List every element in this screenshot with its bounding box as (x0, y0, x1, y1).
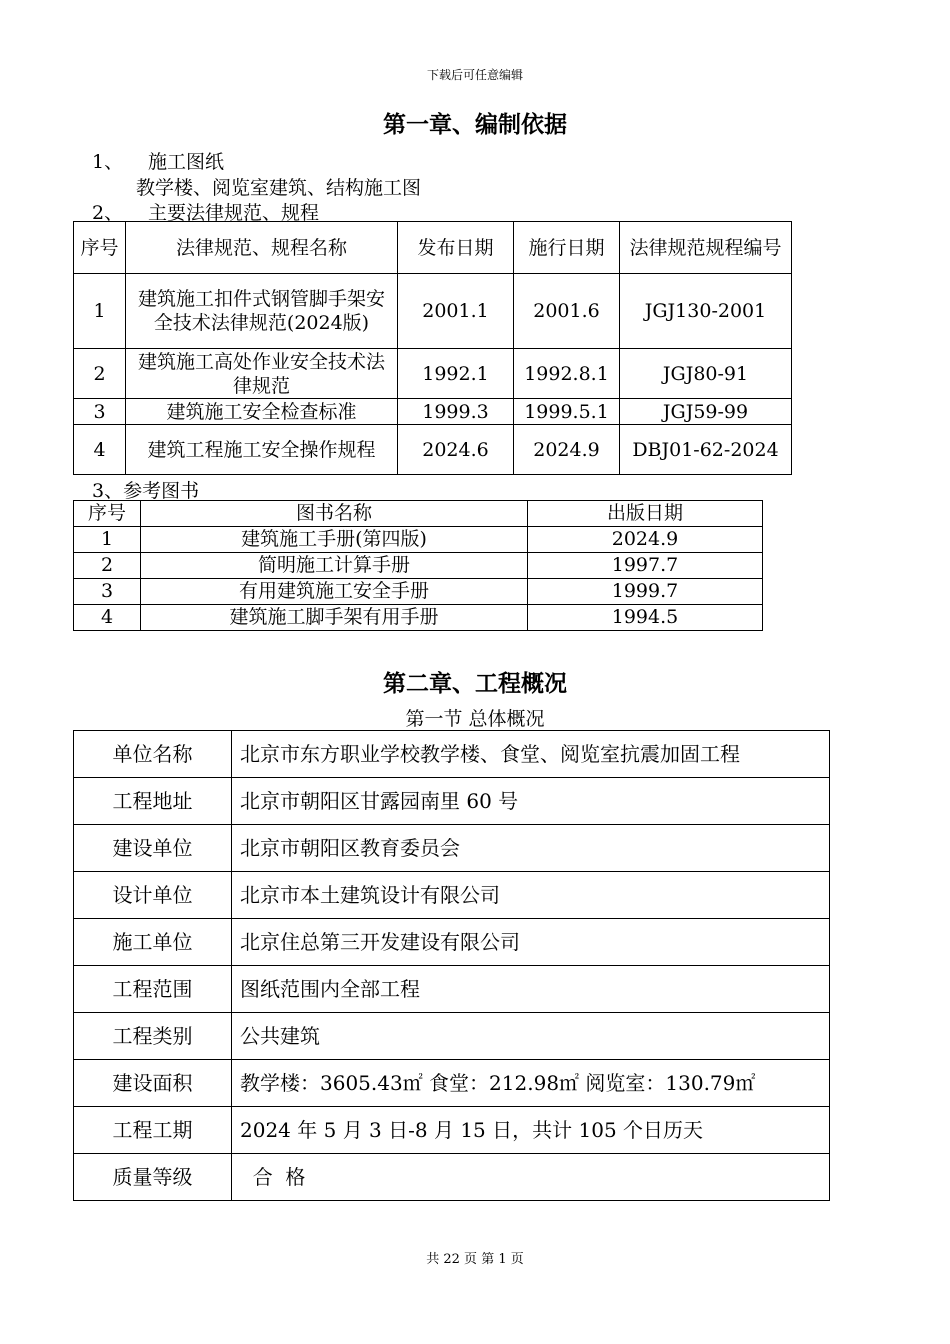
table-row (74, 778, 830, 825)
overview-value: 合 格 (232, 1154, 830, 1201)
item1-title: 施工图纸 (148, 151, 225, 173)
item2-number: 2、 (92, 202, 124, 224)
laws-cell: 2001.1 (398, 274, 514, 349)
chapter1-title: 第一章、编制依据 (383, 111, 567, 138)
table-row (74, 349, 792, 399)
laws-cell: JGJ130-2001 (620, 274, 792, 349)
table-row (74, 425, 792, 475)
overview-label: 质量等级 (74, 1154, 232, 1201)
laws-header-cell: 法律规范、规程名称 (126, 222, 398, 274)
laws-cell: JGJ80-91 (620, 349, 792, 399)
laws-cell: 建筑工程施工安全操作规程 (126, 425, 398, 475)
overview-value: 图纸范围内全部工程 (232, 966, 830, 1013)
books-cell: 2 (74, 553, 141, 579)
table-row (74, 527, 763, 553)
books-cell: 1997.7 (528, 553, 763, 579)
laws-cell: 1999.3 (398, 399, 514, 425)
overview-label: 工程范围 (74, 966, 232, 1013)
table-row (74, 1013, 830, 1060)
overview-label: 施工单位 (74, 919, 232, 966)
books-cell: 4 (74, 605, 141, 631)
books-header-cell: 序号 (74, 501, 141, 527)
table-row (74, 825, 830, 872)
table-row (74, 1060, 830, 1107)
overview-value: 北京住总第三开发建设有限公司 (232, 919, 830, 966)
overview-value: 教学楼：3605.43㎡ 食堂：212.98㎡ 阅览室：130.79㎡ (232, 1060, 830, 1107)
laws-cell: 1992.1 (398, 349, 514, 399)
laws-header-cell: 施行日期 (514, 222, 620, 274)
laws-header-cell: 序号 (74, 222, 126, 274)
books-cell: 2024.9 (528, 527, 763, 553)
books-cell: 简明施工计算手册 (141, 553, 528, 579)
books-cell: 1999.7 (528, 579, 763, 605)
laws-cell: 2024.6 (398, 425, 514, 475)
overview-value: 北京市朝阳区教育委员会 (232, 825, 830, 872)
table-row (74, 731, 830, 778)
books-header-cell: 图书名称 (141, 501, 528, 527)
overview-label: 建设面积 (74, 1060, 232, 1107)
laws-cell: 2001.6 (514, 274, 620, 349)
overview-label: 设计单位 (74, 872, 232, 919)
overview-value: 公共建筑 (232, 1013, 830, 1060)
item2-title: 主要法律规范、规程 (148, 202, 320, 224)
laws-cell: 1999.5.1 (514, 399, 620, 425)
laws-cell: 建筑施工高处作业安全技术法律规范 (126, 349, 398, 399)
books-cell: 建筑施工脚手架有用手册 (141, 605, 528, 631)
chapter2-title: 第二章、工程概况 (383, 670, 567, 697)
laws-cell: 1 (74, 274, 126, 349)
table-row (74, 872, 830, 919)
laws-header-cell: 法律规范规程编号 (620, 222, 792, 274)
books-table (73, 500, 763, 631)
section-title: 第一节 总体概况 (405, 708, 545, 730)
table-row (74, 399, 792, 425)
books-cell: 建筑施工手册(第四版) (141, 527, 528, 553)
books-cell: 1994.5 (528, 605, 763, 631)
laws-cell: DBJ01-62-2024 (620, 425, 792, 475)
laws-cell: 3 (74, 399, 126, 425)
overview-value: 北京市朝阳区甘露园南里 60 号 (232, 778, 830, 825)
books-table-header-row (74, 501, 763, 527)
table-row (74, 1154, 830, 1201)
books-header-cell: 出版日期 (528, 501, 763, 527)
overview-label: 建设单位 (74, 825, 232, 872)
laws-cell: 2 (74, 349, 126, 399)
books-cell: 有用建筑施工安全手册 (141, 579, 528, 605)
laws-cell: 1992.8.1 (514, 349, 620, 399)
item1-description: 教学楼、阅览室建筑、结构施工图 (136, 177, 422, 199)
overview-table (73, 730, 830, 1201)
overview-value: 2024 年 5 月 3 日-8 月 15 日，共计 105 个日历天 (232, 1107, 830, 1154)
overview-value: 北京市东方职业学校教学楼、食堂、阅览室抗震加固工程 (232, 731, 830, 778)
overview-value: 北京市本土建筑设计有限公司 (232, 872, 830, 919)
laws-cell: 4 (74, 425, 126, 475)
table-row (74, 919, 830, 966)
overview-label: 工程地址 (74, 778, 232, 825)
table-row (74, 966, 830, 1013)
overview-label: 工程类别 (74, 1013, 232, 1060)
books-cell: 1 (74, 527, 141, 553)
laws-cell: 2024.9 (514, 425, 620, 475)
overview-label: 工程工期 (74, 1107, 232, 1154)
page-header: 下载后可任意编辑 (426, 68, 523, 82)
table-row (74, 579, 763, 605)
table-row (74, 1107, 830, 1154)
item1-number: 1、 (92, 151, 124, 173)
laws-table-header-row (74, 222, 792, 274)
laws-cell: 建筑施工扣件式钢管脚手架安全技术法律规范(2024版) (126, 274, 398, 349)
table-row (74, 553, 763, 579)
books-cell: 3 (74, 579, 141, 605)
laws-cell: JGJ59-99 (620, 399, 792, 425)
laws-header-cell: 发布日期 (398, 222, 514, 274)
table-row (74, 605, 763, 631)
overview-label: 单位名称 (74, 731, 232, 778)
table-row (74, 274, 792, 349)
laws-table (73, 221, 792, 475)
laws-cell: 建筑施工安全检查标准 (126, 399, 398, 425)
item3-title: 3、参考图书 (92, 480, 200, 502)
page-footer: 共 22 页 第 1 页 (426, 1252, 524, 1267)
